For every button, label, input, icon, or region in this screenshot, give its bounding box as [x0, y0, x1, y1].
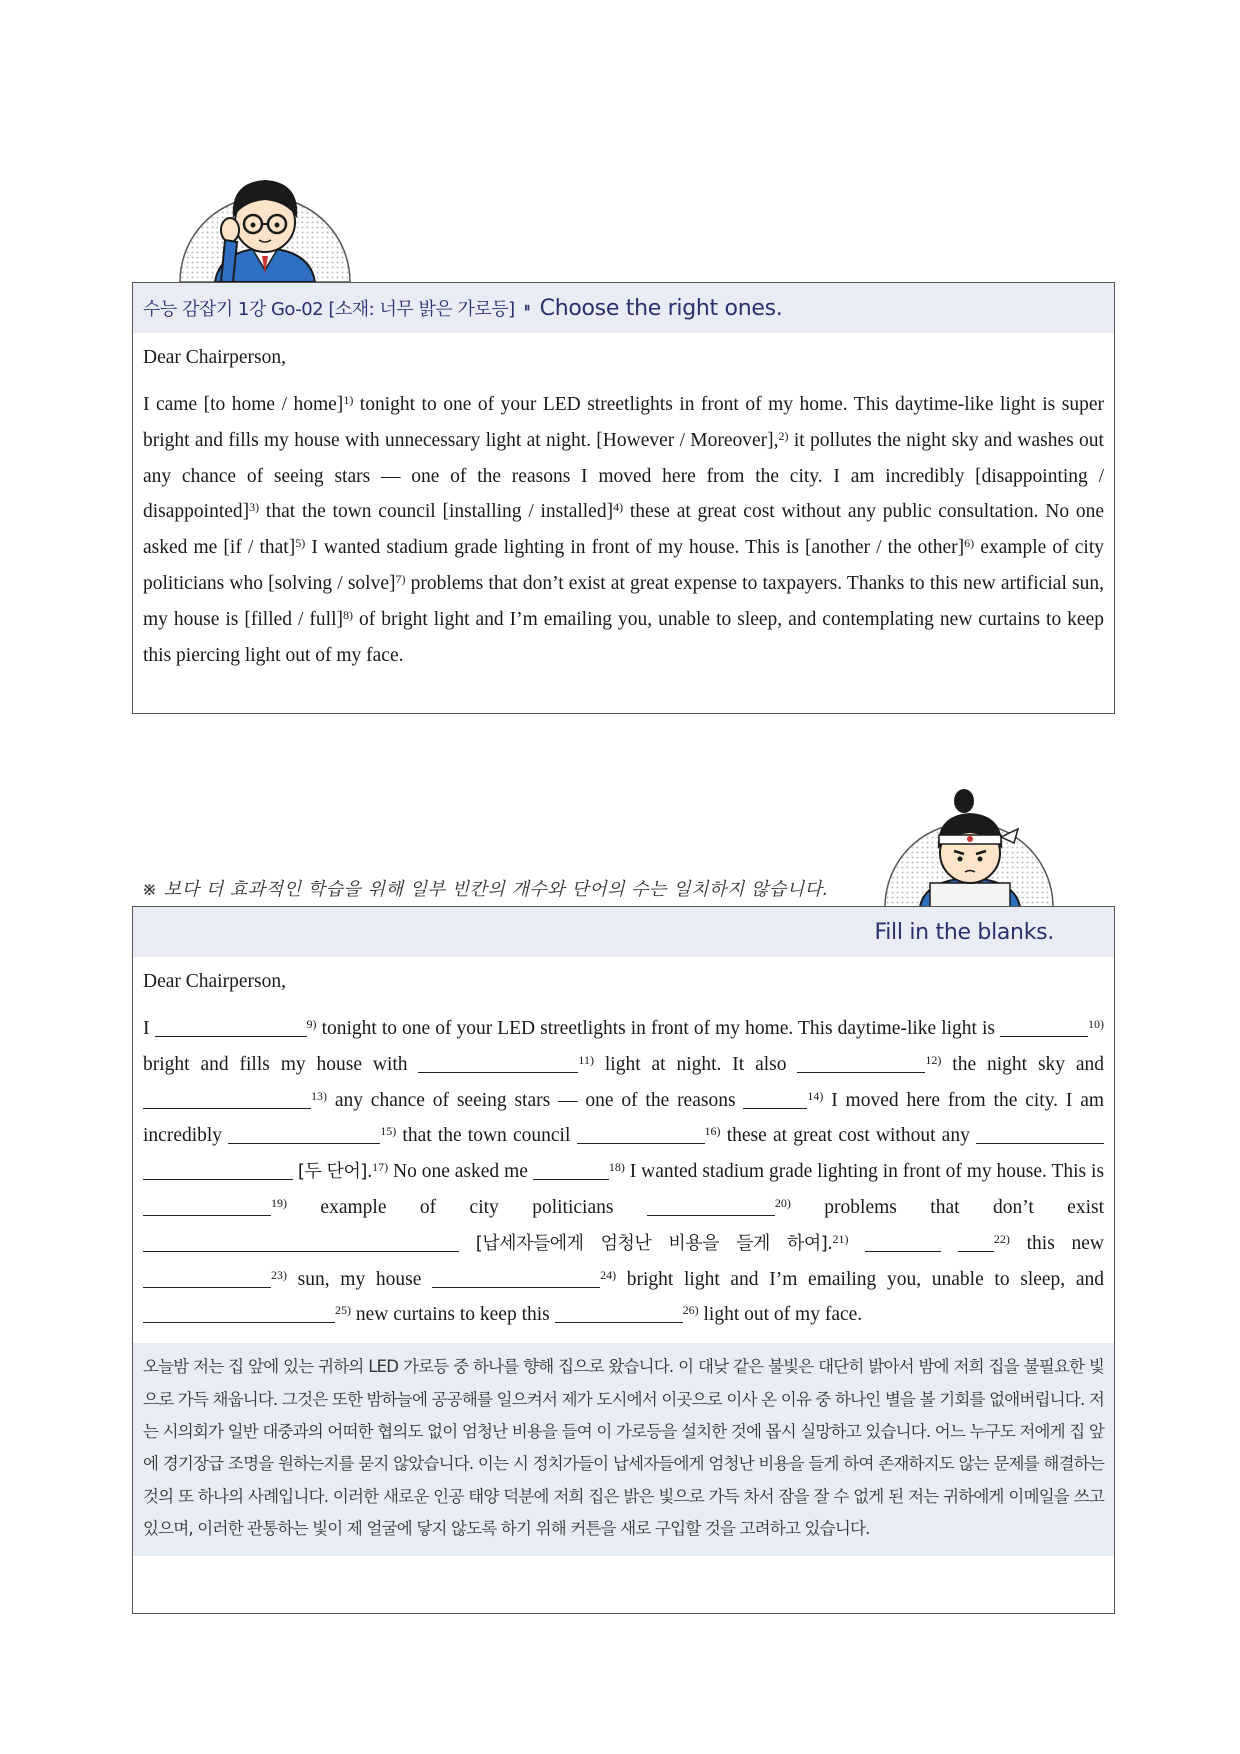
question-number: 23) — [271, 1267, 287, 1282]
pause-icon: ⏸ — [523, 300, 531, 316]
question-number: 24) — [600, 1267, 617, 1282]
blank-21[interactable] — [143, 1231, 459, 1252]
blank-13[interactable] — [143, 1088, 311, 1109]
blank-17a[interactable] — [976, 1123, 1104, 1144]
question-number: 9) — [306, 1017, 317, 1031]
question-number: 20) — [774, 1195, 791, 1210]
student-character-illustration — [880, 785, 1060, 907]
blank-17b[interactable] — [143, 1159, 293, 1180]
question-number: 19) — [271, 1195, 287, 1210]
blank-25[interactable] — [143, 1302, 335, 1323]
blank-22a[interactable] — [865, 1231, 941, 1252]
question-number: 21) — [832, 1231, 849, 1246]
blank-24[interactable] — [432, 1267, 600, 1288]
question-number: 1) — [343, 393, 354, 407]
blank-26[interactable] — [555, 1302, 683, 1323]
korean-translation: 오늘밤 저는 집 앞에 있는 귀하의 LED 가로등 중 하나를 향해 집으로 왔습니다. 이 대낮 같은 불빛은 대단히 밝아서 밤에 저희 집을 불필요한 빛으로 가득 채웁니다. 그것은 또한 밤하늘에 공공해를 일으켜서 제가 도시에서 이곳으로 이사 온 이유 중 하나인 별을 볼 기회를 없애버립니다. 저는 시의회가 일반 대중과의 어떠한 협의도 없이 엄청난 비용을 들여 이 가로등을 설치한 것에 몹시 실망하고 있습니다. 어느 누구도 저에게 집 앞에 경기장급 조명을 원하는지를 묻지 않았습니다. 이는 시 정치가들이 납세자들에게 엄청난 비용을 들게 하여 존재하지도 않는 문제를 해결하는 것의 또 하나의 사례입니다. 이러한 새로운 인공 태양 덕분에 저희 집은 밝은 빛으로 가득 차서 잠을 잘 수 없게 된 저는 귀하에게 이메일을 쓰고 있으며, 이러한 관통하는 빛이 제 얼굴에 닿지 않도록 하기 위해 커튼을 새로 구입할 것을 고려하고 있습니다. — [133, 1343, 1114, 1555]
question-number: 4) — [613, 500, 624, 515]
blank-20[interactable] — [647, 1195, 775, 1216]
blank-9[interactable] — [155, 1016, 307, 1037]
question-number: 15) — [380, 1124, 397, 1139]
question-number: 18) — [608, 1160, 625, 1175]
question-number: 5) — [295, 536, 306, 551]
question-number: 13) — [311, 1088, 327, 1103]
fill-box-header — [133, 907, 1114, 957]
blank-12[interactable] — [797, 1052, 925, 1073]
question-number: 25) — [335, 1303, 351, 1318]
study-note: ※ 보다 더 효과적인 학습을 위해 일부 빈칸의 개수와 단어의 수는 일치하지 않습니다. — [142, 879, 829, 900]
blank-15[interactable] — [228, 1123, 380, 1144]
hint-21: [납세자들에게 엄청난 비용을 들게 하여]. — [475, 1232, 833, 1254]
blank-10[interactable] — [1000, 1016, 1088, 1037]
choose-box — [132, 282, 1115, 714]
question-number: 26) — [682, 1303, 699, 1318]
question-number: 3) — [249, 500, 260, 515]
question-number: 10) — [1088, 1017, 1105, 1031]
question-number: 17) — [372, 1160, 389, 1175]
question-number: 14) — [807, 1088, 824, 1103]
question-number: 12) — [925, 1052, 942, 1067]
instruction-fill: Fill in the blanks. — [874, 919, 1054, 945]
fill-box — [132, 906, 1115, 1614]
blank-16[interactable] — [577, 1123, 705, 1144]
hint-17: [두 단어]. — [297, 1161, 373, 1183]
question-number: 2) — [778, 428, 789, 443]
instruction-choose: Choose the right ones. — [539, 295, 783, 321]
lesson-meta: 수능 감잡기 1강 Go-02 [소재: 너무 밝은 가로등] — [143, 299, 515, 320]
blank-23[interactable] — [143, 1267, 271, 1288]
blank-14[interactable] — [743, 1088, 807, 1109]
blank-19[interactable] — [143, 1195, 271, 1216]
teacher-character-illustration — [175, 170, 355, 282]
salutation: Dear Chairperson, — [143, 971, 286, 992]
question-number: 11) — [578, 1052, 594, 1067]
question-number: 6) — [964, 536, 975, 551]
question-number: 22) — [993, 1231, 1010, 1246]
salutation: Dear Chairperson, — [143, 347, 286, 368]
fill-passage: I $^{9)}$ tonight to one of your LED streetlights in front of my home. This daytime-like light is $^{10)}$ bright and fills my house with $^{11)}$ light at night. It also $^{12)}$ the night sky and $^{13)}$ any chance of seeing stars — one of the reasons $^{14)}$ I moved here from the city. I am incredibly $^{15)}$ that the town council $^{16)}$ these at great cost without any [두 단어].$^{17)}$ No one asked me $^{18)}$ I wanted stadium grade lighting in front of my house. This is $^{19)}$ example of city politicians $^{20)}$ problems that don’t exist [납세자들에게 엄청난 비용을 들게 하여].$^{21)}$ $^{22)}$ this new $^{23)}$ sun, my house $^{24)}$ bright light and I’m emailing you, unable to sleep, and $^{25)}$ new curtains to keep this $^{26)}$ light out of my face. — [143, 1017, 1105, 1326]
question-number: 7) — [395, 571, 406, 586]
choose-passage: I came [to home / home]$^{1)}$ tonight to one of your LED streetlights in front of my home. This daytime-like light is super bright and fills my house with unnecessary light at night. [However / Moreover],$^{2)}$ it pollutes the night sky and washes out any chance of seeing stars — one of the reasons I moved here from the city. I am incredibly [disappointing / disappointed]$^{3)}$ that the town council [installing / installed]$^{4)}$ these at great cost without any public consultation. No one asked me [if / that]$^{5)}$ I wanted stadium grade lighting in front of my house. This is [another / the other]$^{6)}$ example of city politicians who [solving / solve]$^{7)}$ problems that don’t exist at great expense to taxpayers. Thanks to this new artificial sun, my house is [filled / full]$^{8)}$ of bright light and I’m emailing you, unable to sleep, and contemplating new curtains to keep this piercing light out of my face. — [143, 393, 1105, 666]
blank-18[interactable] — [533, 1159, 609, 1180]
blank-11[interactable] — [418, 1052, 578, 1073]
question-number: 8) — [342, 607, 353, 622]
blank-22b[interactable] — [958, 1231, 994, 1252]
question-number: 16) — [704, 1124, 721, 1139]
choose-box-header — [133, 283, 1114, 333]
